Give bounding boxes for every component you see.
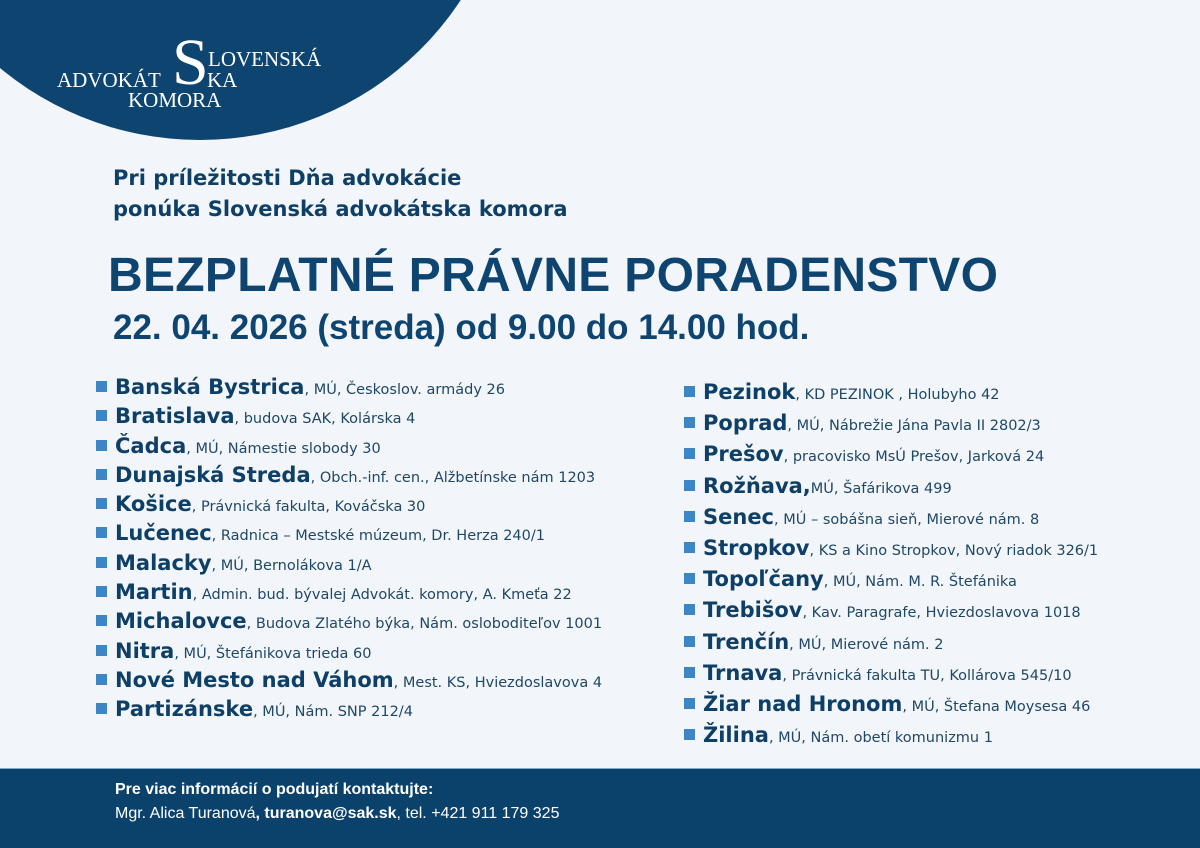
location-address: , MÚ, Nám. obetí komunizmu 1 — [768, 730, 993, 747]
square-bullet-icon — [96, 440, 107, 451]
square-bullet-icon — [684, 448, 695, 459]
event-datetime: 22. 04. 2026 (streda) od 9.00 do 14.00 hod. — [113, 308, 810, 347]
logo-line-2-left: ADVOKÁT — [57, 68, 161, 92]
location-city: Žiar nad Hronom — [703, 691, 903, 716]
location-item — [96, 463, 602, 492]
location-address: , Obch.-inf. cen., Alžbetínske nám 1203 — [310, 469, 596, 486]
contact-phone: , tel. +421 911 179 325 — [396, 805, 560, 822]
location-address: , pracovisko MsÚ Prešov, Jarková 24 — [783, 449, 1045, 466]
intro-text — [113, 163, 568, 225]
location-item — [96, 375, 602, 404]
contact-email-link[interactable]: turanova@sak.sk — [264, 805, 397, 822]
location-item — [96, 609, 602, 638]
location-item — [684, 442, 1098, 473]
location-address: , Kav. Paragrafe, Hviezdoslavova 1018 — [802, 605, 1081, 622]
location-address: , MÚ, Nábrežie Jána Pavla II 2802/3 — [787, 418, 1041, 435]
location-city: Prešov — [703, 442, 784, 467]
square-bullet-icon — [684, 542, 695, 553]
square-bullet-icon — [96, 527, 107, 538]
square-bullet-icon — [96, 645, 107, 656]
intro-line-1: Pri príležitosti Dňa advokácie — [113, 166, 462, 190]
location-address: , MÚ, Nám. SNP 212/4 — [253, 704, 413, 721]
location-item — [96, 551, 602, 580]
location-address: , Právnická fakulta TU, Kollárova 545/10 — [782, 667, 1072, 684]
square-bullet-icon — [684, 511, 695, 522]
location-city: Nitra — [115, 638, 175, 663]
location-item — [96, 668, 602, 697]
location-address: , MÚ, Nám. M. R. Štefánika — [823, 574, 1017, 591]
location-city: Martin — [115, 580, 193, 605]
location-address: , MÚ, Štefánikova trieda 60 — [174, 645, 372, 662]
location-city: Trebišov — [703, 598, 803, 623]
location-item — [96, 521, 602, 550]
sak-logo — [0, 0, 420, 140]
square-bullet-icon — [684, 729, 695, 740]
locations-list-left — [96, 375, 602, 727]
location-city: Lučenec — [115, 521, 212, 546]
square-bullet-icon — [684, 480, 695, 491]
location-city: Žilina — [703, 723, 769, 748]
logo-section-sign-s: S — [172, 26, 209, 99]
location-city: Trnava — [703, 660, 783, 685]
location-city: Senec — [703, 504, 775, 529]
location-city: Nové Mesto nad Váhom — [115, 667, 394, 692]
location-item — [96, 492, 602, 521]
location-address: , MÚ, Českoslov. armády 26 — [304, 382, 505, 398]
square-bullet-icon — [96, 469, 107, 480]
location-city: Trenčín — [703, 629, 790, 654]
locations-list-right — [684, 380, 1098, 754]
logo-line-2-right: KA — [207, 68, 238, 92]
location-city: Partizánske — [115, 697, 254, 722]
logo-line-3: KOMORA — [128, 88, 222, 112]
location-city: Pezinok — [703, 380, 796, 404]
location-city: Čadca — [115, 433, 187, 458]
location-city: Košice — [115, 492, 192, 517]
square-bullet-icon — [684, 386, 695, 397]
location-item — [684, 661, 1098, 692]
location-address: MÚ, Šafárikova 499 — [810, 480, 952, 497]
location-city: Malacky — [115, 550, 212, 575]
location-item — [684, 505, 1098, 536]
location-address: , KD PEZINOK , Holubyho 42 — [795, 387, 1000, 403]
location-item — [684, 567, 1098, 598]
location-item — [684, 723, 1098, 754]
headline: BEZPLATNÉ PRÁVNE PORADENSTVO — [108, 249, 999, 302]
location-city: Poprad — [703, 411, 788, 436]
footer-contact-line — [115, 805, 559, 823]
location-item — [684, 692, 1098, 723]
contact-name: Mgr. Alica Turanová — [115, 805, 256, 822]
square-bullet-icon — [684, 604, 695, 615]
location-item — [96, 639, 602, 668]
location-address: , budova SAK, Kolárska 4 — [234, 411, 416, 428]
location-item — [684, 536, 1098, 567]
square-bullet-icon — [684, 667, 695, 678]
square-bullet-icon — [96, 410, 107, 421]
location-address: , MÚ, Bernolákova 1/A — [211, 557, 372, 574]
location-item — [684, 380, 1098, 411]
location-address: , Radnica – Mestské múzeum, Dr. Herza 240/1 — [211, 528, 545, 545]
location-address: , Budova Zlatého býka, Nám. osloboditeľov 1001 — [246, 616, 603, 633]
location-item — [684, 474, 1098, 505]
square-bullet-icon — [684, 573, 695, 584]
square-bullet-icon — [96, 586, 107, 597]
location-address: , Právnická fakulta, Kováčska 30 — [191, 499, 426, 516]
logo-line-1: LOVENSKÁ — [208, 47, 322, 71]
location-item — [684, 630, 1098, 661]
location-address: , Admin. bud. bývalej Advokát. komory, A. Kmeťa 22 — [192, 587, 572, 604]
location-item — [96, 580, 602, 609]
location-item — [96, 697, 602, 726]
square-bullet-icon — [96, 615, 107, 626]
separator: , — [255, 805, 265, 822]
location-address: , Mest. KS, Hviezdoslavova 4 — [393, 674, 603, 691]
location-city: Topoľčany — [703, 567, 824, 592]
square-bullet-icon — [96, 498, 107, 509]
square-bullet-icon — [684, 417, 695, 428]
footer-heading: Pre viac informácií o podujatí kontaktujte: — [115, 781, 434, 798]
location-item — [684, 411, 1098, 442]
location-city: Banská Bystrica — [115, 375, 305, 399]
square-bullet-icon — [96, 557, 107, 568]
location-city: Rožňava, — [703, 473, 811, 498]
location-address: , KS a Kino Stropkov, Nový riadok 326/1 — [809, 542, 1099, 559]
location-city: Stropkov — [703, 535, 810, 560]
location-city: Michalovce — [115, 609, 247, 634]
location-item — [96, 404, 602, 433]
location-city: Bratislava — [115, 404, 235, 429]
location-city: Dunajská Streda — [115, 462, 311, 487]
square-bullet-icon — [684, 698, 695, 709]
contact-footer — [0, 768, 1200, 848]
square-bullet-icon — [96, 703, 107, 714]
intro-line-2: ponúka Slovenská advokátska komora — [113, 197, 568, 221]
square-bullet-icon — [96, 381, 107, 392]
location-item — [96, 434, 602, 463]
square-bullet-icon — [684, 636, 695, 647]
location-address: , MÚ – sobášna sieň, Mierové nám. 8 — [774, 511, 1040, 528]
location-address: , MÚ, Mierové nám. 2 — [789, 636, 944, 653]
square-bullet-icon — [96, 674, 107, 685]
location-item — [684, 598, 1098, 629]
location-address: , MÚ, Námestie slobody 30 — [186, 440, 381, 457]
location-address: , MÚ, Štefana Moysesa 46 — [902, 698, 1091, 715]
